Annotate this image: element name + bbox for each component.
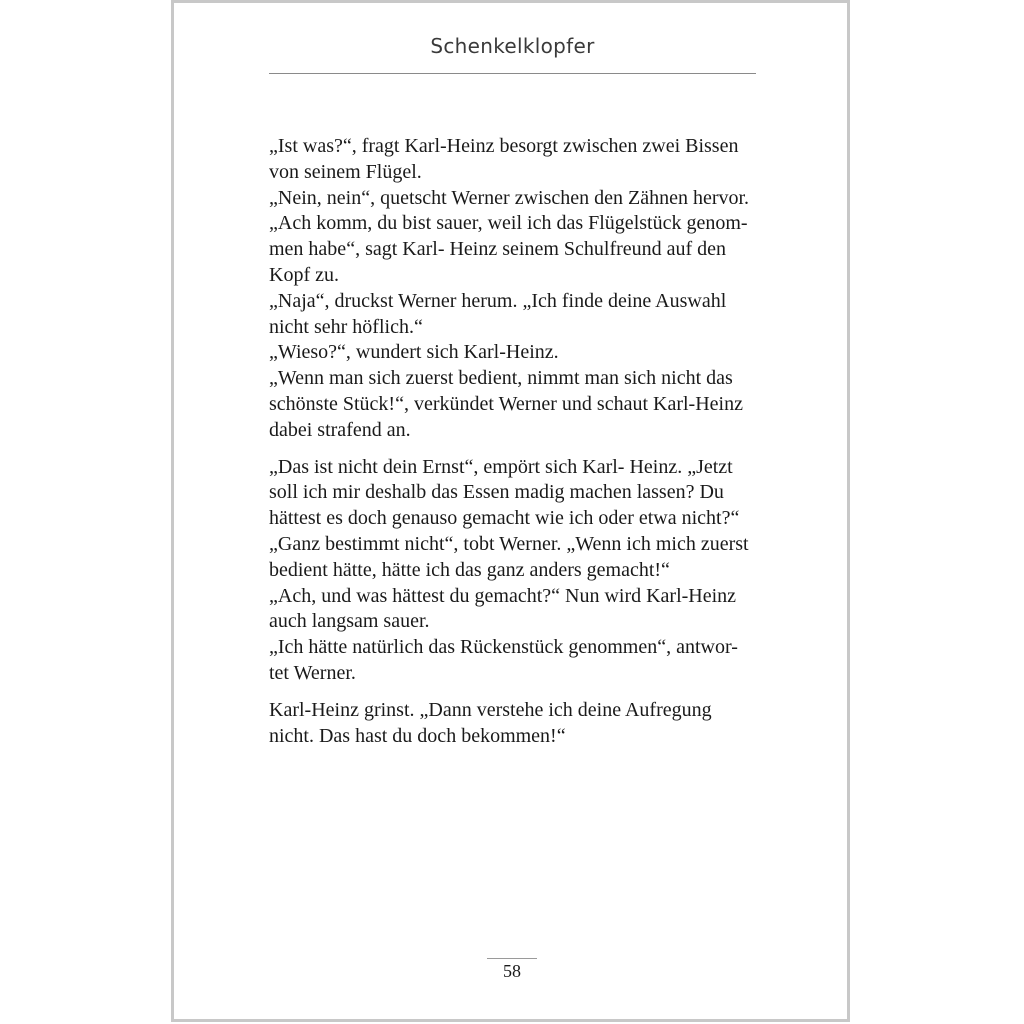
- text-line: Karl-Heinz grinst. „Dann verstehe ich deine Aufregung: [269, 698, 712, 721]
- text-line: „Naja“, druckst Werner herum. „Ich finde deine Auswahl: [269, 289, 727, 312]
- text-line: Kopf zu.: [269, 263, 339, 286]
- text-line: tet Werner.: [269, 661, 356, 684]
- text-line: „Ich hätte natürlich das Rückenstück genommen“, antwor-: [269, 636, 738, 659]
- page-number: 58: [503, 961, 521, 981]
- running-header-title: Schenkelklopfer: [430, 34, 595, 58]
- text-line: schönste Stück!“, verkündet Werner und schaut Karl-Heinz: [269, 392, 743, 415]
- text-line: „Ganz bestimmt nicht“, tobt Werner. „Wenn ich mich zuerst: [269, 532, 749, 555]
- text-line: „Ist was?“, fragt Karl-Heinz besorgt zwischen zwei Bissen: [269, 135, 739, 157]
- text-line: „Nein, nein“, quetscht Werner zwischen den Zähnen hervor.: [269, 186, 750, 209]
- text-line: dabei strafend an.: [269, 418, 411, 441]
- text-line: bedient hätte, hätte ich das ganz anders gemacht!“: [269, 558, 670, 581]
- text-line: „Das ist nicht dein Ernst“, empört sich Karl- Heinz. „Jetzt: [269, 455, 733, 478]
- paragraph: [269, 698, 756, 750]
- text-line: nicht. Das hast du doch bekommen!“: [269, 724, 566, 747]
- text-line: „Wieso?“, wundert sich Karl-Heinz.: [269, 341, 559, 364]
- text-line: soll ich mir deshalb das Essen madig machen lassen? Du: [269, 481, 724, 504]
- text-line: men habe“, sagt Karl- Heinz seinem Schulfreund auf den: [269, 238, 727, 261]
- text-line: nicht sehr höflich.“: [269, 315, 423, 338]
- text-line: „Ach komm, du bist sauer, weil ich das Flügelstück genom-: [269, 212, 748, 235]
- text-line: „Ach, und was hättest du gemacht?“ Nun wird Karl-Heinz: [269, 584, 737, 607]
- body-text: [269, 134, 756, 749]
- text-line: hättest es doch genauso gemacht wie ich oder etwa nicht?“: [269, 507, 740, 530]
- paragraph-gap: [269, 444, 756, 455]
- paragraph-gap: [269, 687, 756, 698]
- footer-rule: [487, 958, 537, 959]
- text-line: „Wenn man sich zuerst bedient, nimmt man sich nicht das: [269, 367, 733, 390]
- text-line: von seinem Flügel.: [269, 160, 422, 183]
- header-rule: [269, 73, 756, 74]
- text-line: auch langsam sauer.: [269, 610, 430, 633]
- paragraph: [269, 455, 756, 687]
- paragraph: [269, 134, 756, 444]
